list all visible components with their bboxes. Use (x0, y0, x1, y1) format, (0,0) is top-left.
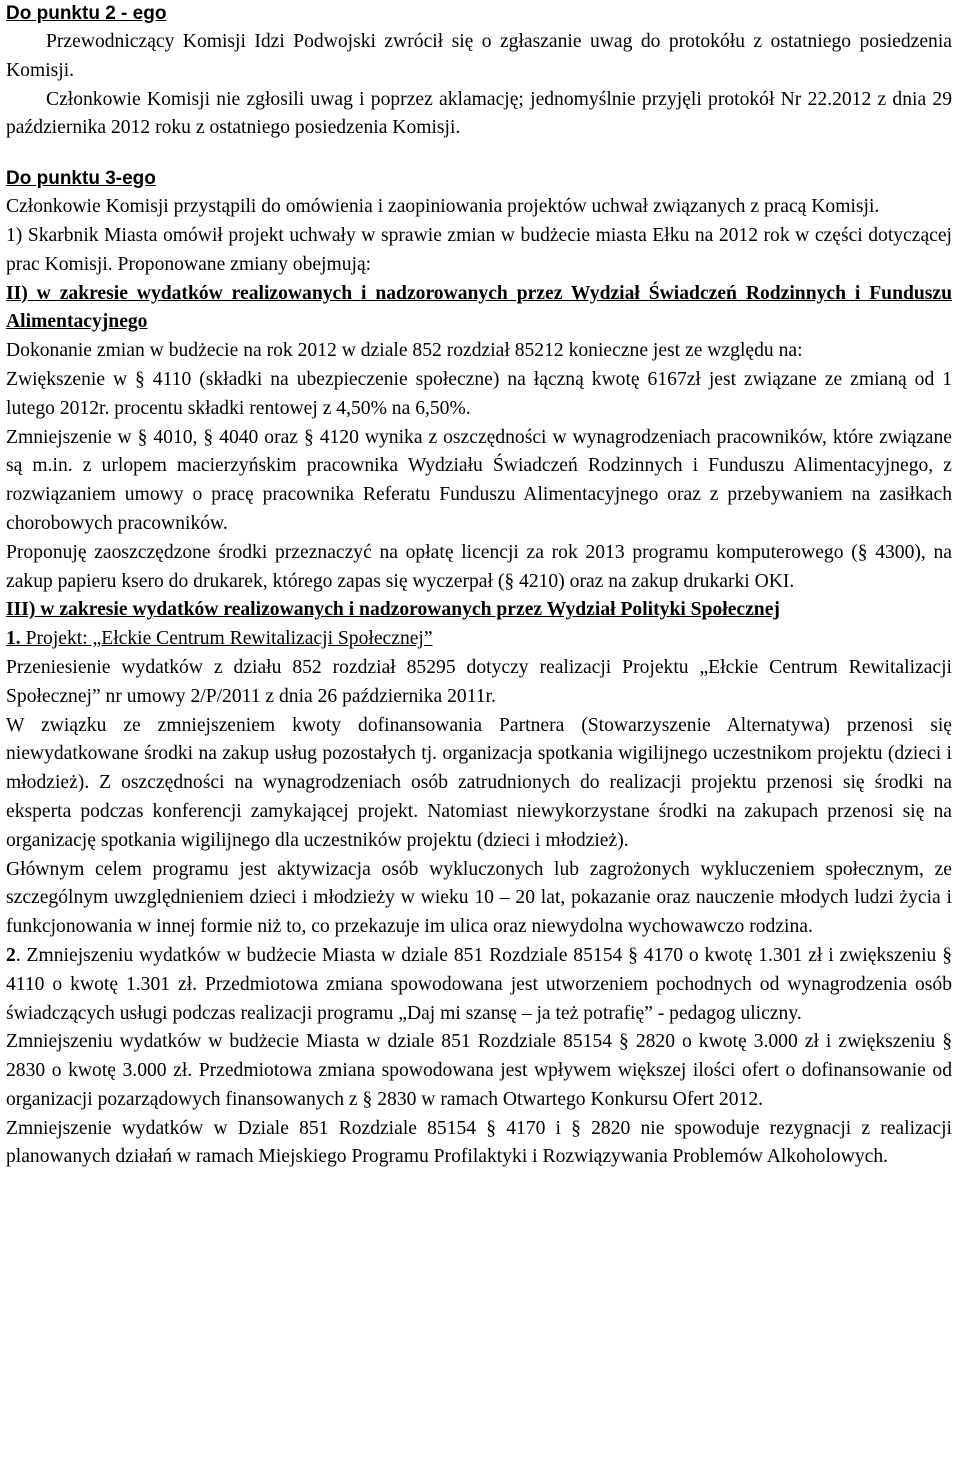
section-3-intro: Członkowie Komisji przystąpili do omówienia i zaopiniowania projektów uchwał związanych z pracą Komisji. (6, 196, 880, 218)
part-2-paragraph-2: Zwiększenie w § 4110 (składki na ubezpieczenie społeczne) na łączną kwotę 6167zł jest związane ze zmianą od 1 lutego 2012r. procentu składki rentowej z 4,50% na 6,50%. (6, 368, 952, 419)
item-2-paragraph-1 (6, 942, 952, 1028)
part-2-paragraph-1: Dokonanie zmian w budżecie na rok 2012 w dziale 852 rozdział 85212 konieczne jest ze względu na: (6, 340, 803, 362)
project-1-paragraph-2: W związku ze zmniejszeniem kwoty dofinansowania Partnera (Stowarzyszenie Alternatywa) przenosi się niewydatkowane środki na zakup usług pozostałych tj. organizacja spotkania wigilijnego uczestnikom projektu (dzieci i młodzież). Z oszczędności na wynagrodzeniach osób zatrudnionych do realizacji projektu przenosi się środki na eksperta podczas konferencji zamykającej projekt. Natomiast niewykorzystane środki na zakupach przenosi się na organizację spotkania wigilijnego dla uczestników projektu (dzieci i młodzież). (6, 714, 952, 851)
part-2-paragraph-3: Zmniejszenie w § 4010, § 4040 oraz § 4120 wynika z oszczędności w wynagrodzeniach pracowników, które związane są m.in. z urlopem macierzyńskim pracownika Wydziału Świadczeń Rodzinnych i Funduszu Alimentacyjnego, z rozwiązaniem umowy o pracę pracownika Referatu Funduszu Alimentacyjnego oraz z przebywaniem na zasiłkach chorobowych pracowników. (6, 426, 952, 534)
item-2-text: . Zmniejszeniu wydatków w budżecie Miasta w dziale 851 Rozdziale 85154 § 4170 o kwotę 1.301 zł i zwiększeniu § 4110 o kwotę 1.301 zł. Przedmiotowa zmiana spowodowana jest utworzeniem pochodnych od wynagrodzenia osób świadczących usługi podczas realizacji programu „Daj mi szansę – ja też potrafię” - pedagog uliczny. (6, 944, 952, 1024)
part-2-heading: II) w zakresie wydatków realizowanych i nadzorowanych przez Wydział Świadczeń Rodzinnych i Funduszu Alimentacyjnego (6, 282, 952, 333)
section-3-heading: Do punktu 3-ego (6, 168, 156, 190)
project-1-paragraph-3: Głównym celem programu jest aktywizacja osób wykluczonych lub zagrożonych wykluczeniem społecznym, ze szczególnym uwzględnieniem dzieci i młodzieży w wieku 10 – 20 lat, pokazanie oraz nauczenie młodych ludzi życia i funkcjonowania w innej formie niż to, co przekazuje im ulica oraz niewydolna wychowawczo rodzina. (6, 858, 952, 938)
section-2-paragraph-2: Członkowie Komisji nie zgłosili uwag i poprzez aklamację; jednomyślnie przyjęli protokół Nr 22.2012 z dnia 29 października 2012 roku z ostatniego posiedzenia Komisji. (6, 88, 952, 139)
part-3-heading: III) w zakresie wydatków realizowanych i nadzorowanych przez Wydział Polityki Społecznej (6, 599, 780, 621)
project-1-title: Projekt: „Ełckie Centrum Rewitalizacji Społecznej” (20, 628, 433, 650)
spacer (6, 143, 952, 165)
project-1-paragraph-1: Przeniesienie wydatków z działu 852 rozdział 85295 dotyczy realizacji Projektu „Ełckie Centrum Rewitalizacji Społecznej” nr umowy 2/P/2011 z dnia 26 października 2011r. (6, 656, 952, 707)
item-1-paragraph: 1) Skarbnik Miasta omówił projekt uchwały w sprawie zmian w budżecie miasta Ełku na 2012 rok w części dotyczącej prac Komisji. Proponowane zmiany obejmują: (6, 224, 952, 275)
project-1-number: 1. (6, 628, 21, 650)
section-2-heading: Do punktu 2 - ego (6, 3, 167, 24)
section-2-paragraph-1: Przewodniczący Komisji Idzi Podwojski zwrócił się o zgłaszanie uwag do protokółu z ostatniego posiedzenia Komisji. (6, 31, 952, 81)
project-1-title-line (6, 625, 952, 654)
part-2-paragraph-4: Proponuję zaoszczędzone środki przeznaczyć na opłatę licencji za rok 2013 programu komputerowego (§ 4300), na zakup papieru ksero do drukarek, którego zapas się wyczerpał (§ 4210) oraz na zakup drukarki OKI. (6, 541, 952, 592)
item-2-paragraph-2: Zmniejszeniu wydatków w budżecie Miasta w dziale 851 Rozdziale 85154 § 2820 o kwotę 3.000 zł i zwiększeniu § 2830 o kwotę 3.000 zł. Przedmiotowa zmiana spowodowana jest wpływem większej ilości ofert o dofinansowanie od organizacji pozarządowych finansowanych z § 2830 w ramach Otwartego Konkursu Ofert 2012. (6, 1031, 952, 1110)
item-2-paragraph-3: Zmniejszenie wydatków w Dziale 851 Rozdziale 85154 § 4170 i § 2820 nie spowoduje rezygnacji z realizacji planowanych działań w ramach Miejskiego Programu Profilaktyki i Rozwiązywania Problemów Alkoholowych. (6, 1117, 952, 1168)
item-2-number: 2 (6, 944, 16, 966)
